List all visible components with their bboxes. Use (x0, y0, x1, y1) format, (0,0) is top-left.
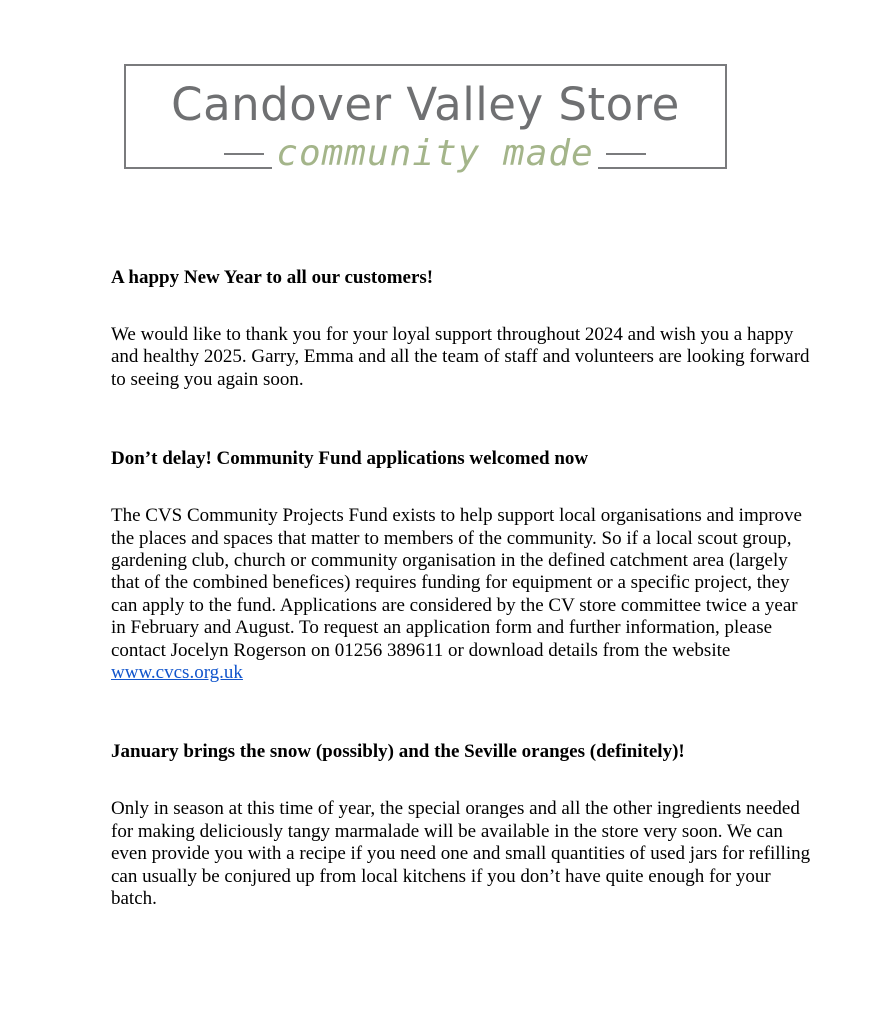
section-heading: January brings the snow (possibly) and the Seville oranges (definitely)! (111, 741, 685, 763)
section-community-fund (111, 447, 811, 684)
section-new-year (111, 266, 811, 391)
section-body: We would like to thank you for your loyal support throughout 2024 and wish you a happy and healthy 2025. Garry, Emma and all the team of staff and volunteers are looking forward to seeing you again soon. (111, 324, 810, 390)
section-body (111, 505, 811, 684)
newsletter-content (111, 266, 811, 911)
logo-title: Candover Valley Store (171, 78, 680, 131)
section-seville-oranges (111, 740, 811, 910)
section-body-text: The CVS Community Projects Fund exists to help support local organisations and improve the places and spaces that matter to members of the community. So if a local scout group, gardening club, church or community organisation in the defined catchment area (largely that of the combined benefices) requires funding for equipment or a specific project, they can apply to the fund. Applications are considered by the CV store committee twice a year in February and August. To request an application form and further information, please contact Jocelyn Rogerson on 01256 389611 or download details from the website (111, 505, 802, 661)
section-heading: Don’t delay! Community Fund applications welcomed now (111, 448, 589, 470)
store-logo (124, 64, 727, 169)
website-link[interactable]: www.cvcs.org.uk (111, 662, 243, 684)
logo-tagline: community made (272, 136, 597, 172)
section-body: Only in season at this time of year, the special oranges and all the other ingredients needed for making deliciously tangy marmalade will be available in the store very soon. We can even provide you with a recipe if you need one and small quantities of used jars for refilling can usually be conjured up from local kitchens if you don’t have quite enough for your batch. (111, 798, 811, 910)
section-heading: A happy New Year to all our customers! (111, 267, 434, 288)
